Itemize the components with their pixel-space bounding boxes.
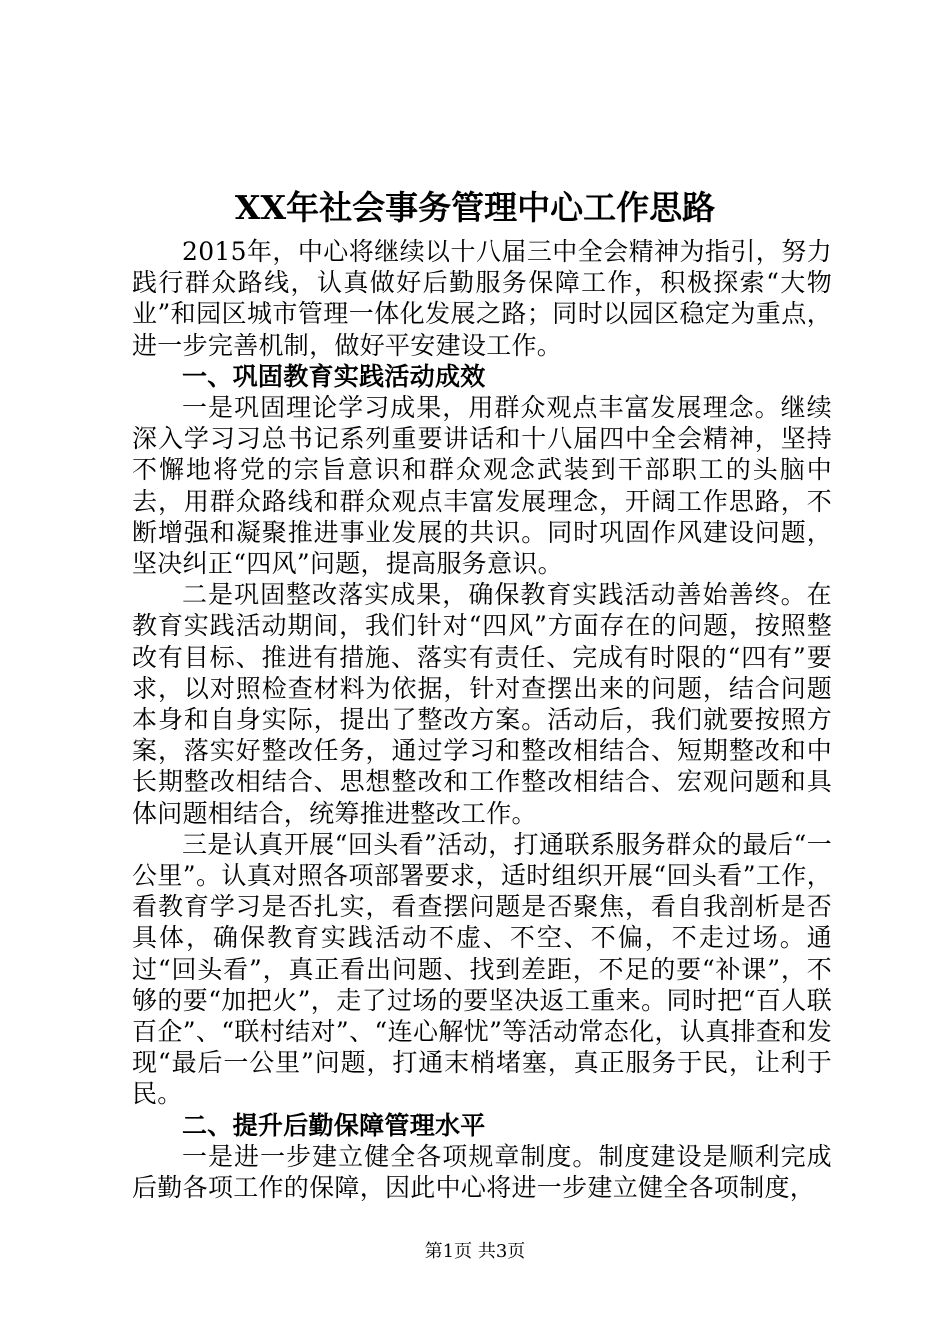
section-1-paragraph-2: 二是巩固整改落实成果，确保教育实践活动善始善终。在教育实践活动期间，我们针对“四风”方面存在的问题，按照整改有目标、推进有措施、落实有责任、完成有时限的“四有”要求，以对照检查材料为依据，针对查摆出来的问题，结合问题本身和自身实际，提出了整改方案。活动后，我们就要按照方案，落实好整改任务，通过学习和整改相结合、短期整改和中长期整改相结合、思想整改和工作整改相结合、宏观问题和具体问题相结合，统筹推进整改工作。 — [132, 580, 832, 828]
intro-paragraph: 2015年，中心将继续以十八届三中全会精神为指引，努力践行群众路线，认真做好后勤服务保障工作，积极探索“大物业”和园区城市管理一体化发展之路；同时以园区稳定为重点，进一步完善机制，做好平安建设工作。 — [132, 237, 832, 360]
page-footer: 第1页 共3页 — [424, 1241, 526, 1262]
section-heading-2: 二、提升后勤保障管理水平 — [182, 1110, 486, 1140]
document-title: XX年社会事务管理中心工作思路 — [234, 188, 716, 227]
section-1-paragraph-1: 一是巩固理论学习成果，用群众观点丰富发展理念。继续深入学习习总书记系列重要讲话和十八届四中全会精神，坚持不懈地将党的宗旨意识和群众观念武装到干部职工的头脑中去，用群众路线和群众观点丰富发展理念，开阔工作思路，不断增强和凝聚推进事业发展的共识。同时巩固作风建设问题，坚决纠正“四风”问题，提高服务意识。 — [132, 393, 832, 579]
section-heading-1: 一、巩固教育实践活动成效 — [182, 361, 486, 391]
section-1-paragraph-3: 三是认真开展“回头看”活动，打通联系服务群众的最后“一公里”。认真对照各项部署要求，适时组织开展“回头看”工作，看教育学习是否扎实，看查摆问题是否聚焦，看自我剖析是否具体，确保教育实践活动不虚、不空、不偏，不走过场。通过“回头看”，真正看出问题、找到差距，不足的要“补课”，不够的要“加把火”，走了过场的要坚决返工重来。同时把“百人联百企”、“联村结对”、“连心解忧”等活动常态化，认真排查和发现“最后一公里”问题，打通末梢堵塞，真正服务于民，让利于民。 — [132, 829, 832, 1109]
section-2-paragraph-1: 一是进一步建立健全各项规章制度。制度建设是顺利完成后勤各项工作的保障，因此中心将进一步建立健全各项制度， — [132, 1141, 832, 1203]
document-body — [132, 236, 832, 1203]
